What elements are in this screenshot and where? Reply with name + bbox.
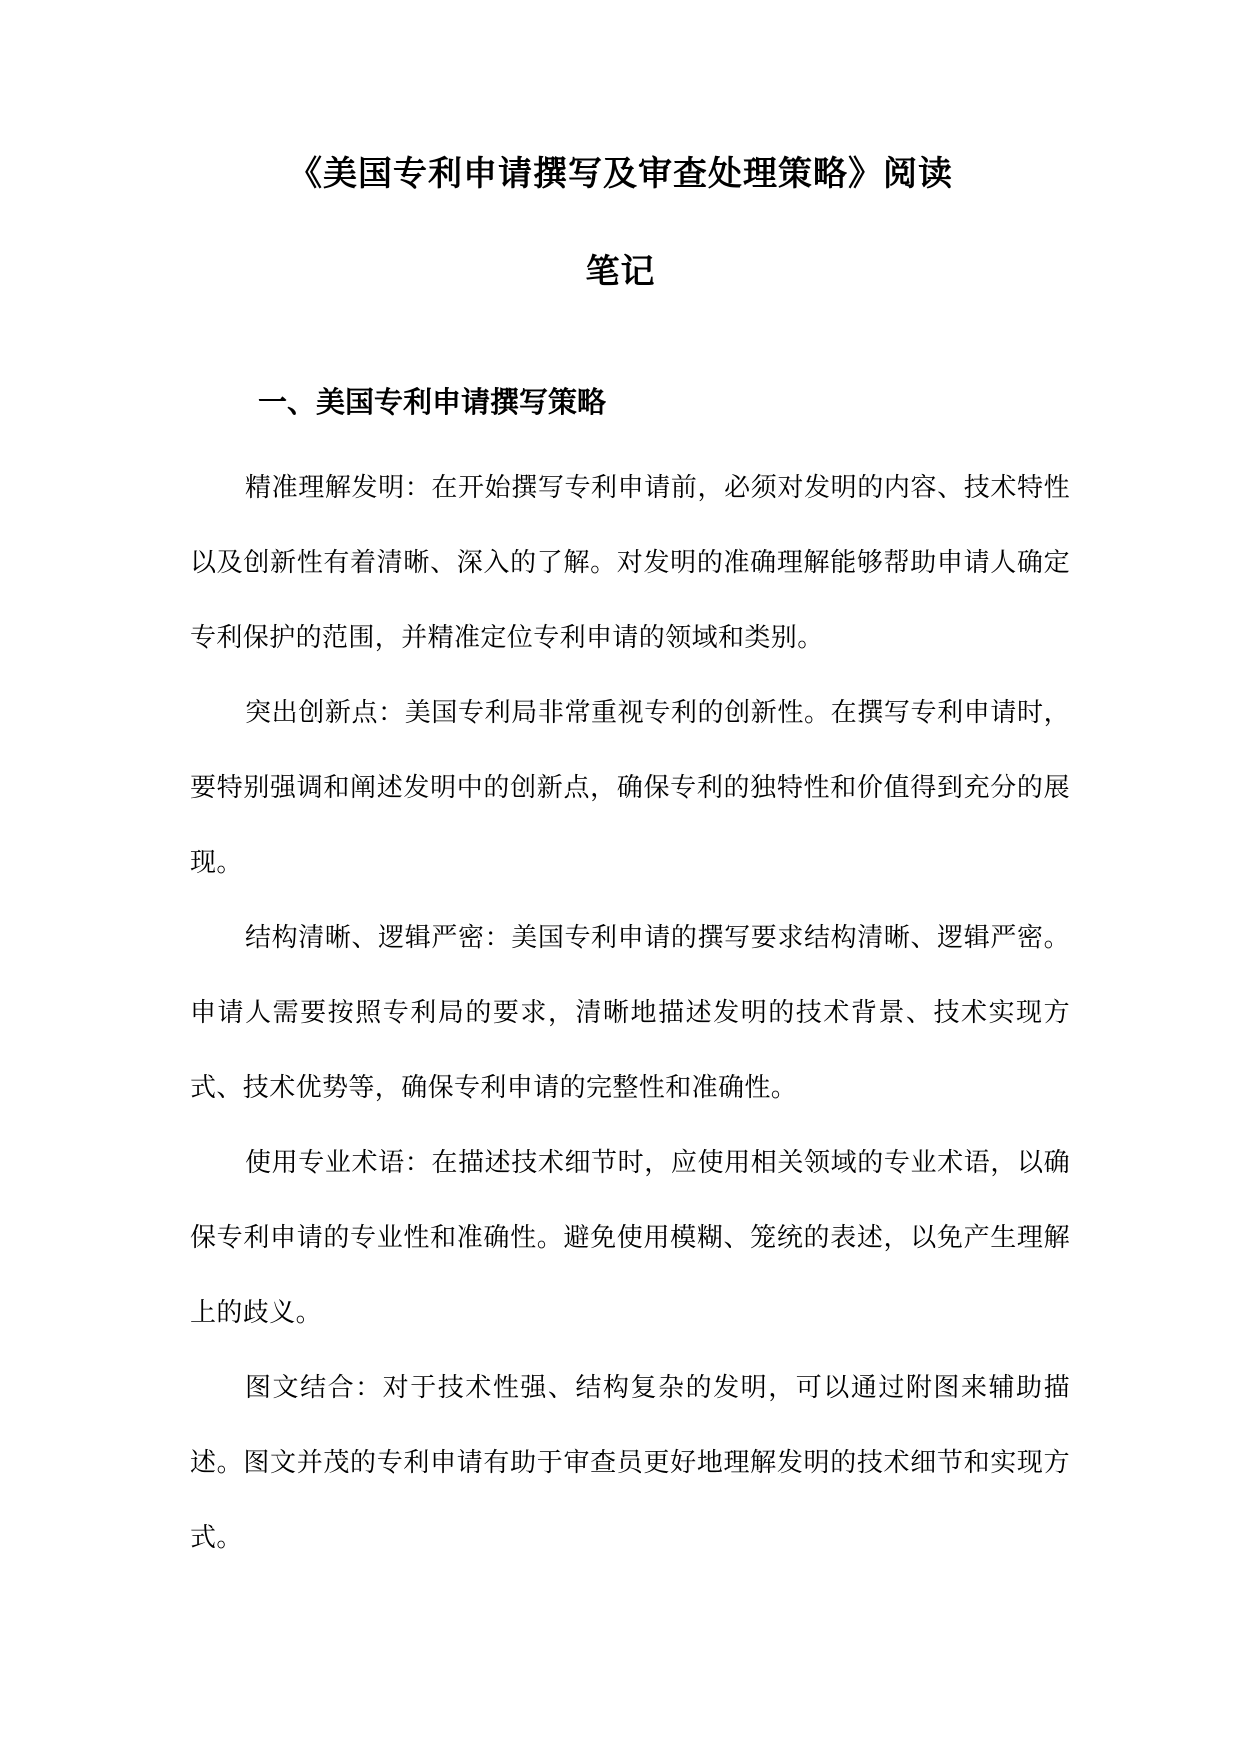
paragraph-figures-and-text: 图文结合：对于技术性强、结构复杂的发明，可以通过附图来辅助描述。图文并茂的专利申请有助于审查员更好地理解发明的技术细节和实现方式。 [190, 1373, 1070, 1553]
paragraph-clear-structure: 结构清晰、逻辑严密：美国专利申请的撰写要求结构清晰、逻辑严密。申请人需要按照专利局的要求，清晰地描述发明的技术背景、技术实现方式、技术优势等，确保专利申请的完整性和准确性。 [190, 923, 1070, 1103]
document-title-line-2: 笔记 [585, 252, 656, 292]
document-body [190, 451, 1070, 1576]
section-heading: 一、美国专利申请撰写策略 [258, 385, 607, 419]
paragraph-highlight-innovation: 突出创新点：美国专利局非常重视专利的创新性。在撰写专利申请时，要特别强调和阐述发明中的创新点，确保专利的独特性和价值得到充分的展现。 [190, 698, 1070, 878]
document-title-line-1: 《美国专利申请撰写及审查处理策略》阅读 [288, 154, 953, 194]
paragraph-professional-terms: 使用专业术语：在描述技术细节时，应使用相关领域的专业术语，以确保专利申请的专业性和准确性。避免使用模糊、笼统的表述，以免产生理解上的歧义。 [190, 1148, 1070, 1328]
paragraph-precise-understanding: 精准理解发明：在开始撰写专利申请前，必须对发明的内容、技术特性以及创新性有着清晰、深入的了解。对发明的准确理解能够帮助申请人确定专利保护的范围，并精准定位专利申请的领域和类别。 [190, 473, 1070, 653]
